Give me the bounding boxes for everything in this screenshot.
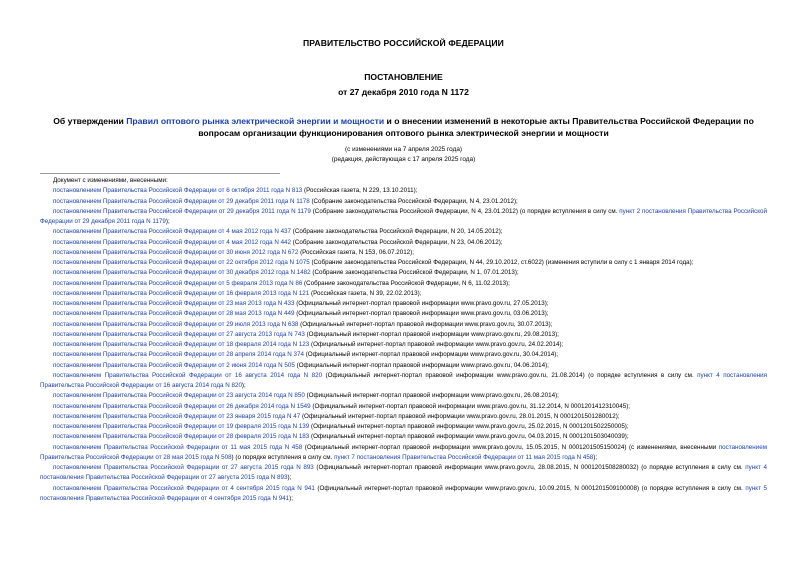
amendment-source-text: (Официальный интернет-портал правовой информации www.pravo.gov.ru, 28.08.2015, N 0001201508280032) (о порядке вступления в силу см. [313, 464, 746, 471]
amendment-source-text: ); [593, 453, 598, 461]
amendment-link[interactable]: постановлением Правительства Российской Федерации от 23 января 2015 года N 47 [53, 412, 301, 420]
amendment-item [40, 227, 767, 237]
amendment-link[interactable]: постановлением Правительства Российской Федерации от 30 декабря 2012 года N 1482 [53, 269, 311, 277]
amendment-link[interactable]: постановлением Правительства Российской Федерации от 23 августа 2014 года N 850 [53, 392, 305, 400]
amendment-link[interactable]: постановлением Правительства Российской Федерации от 27 августа 2015 года N 893 [53, 464, 314, 471]
amendment-source-text: (Официальный интернет-портал правовой информации www.pravo.gov.ru, 21.08.2014) (о порядке вступления в силу см. [322, 371, 698, 379]
amendment-item [40, 197, 767, 207]
title-suffix: и о внесении изменений в некоторые акты Правительства Российской Федерации по вопросам организации функционирования оптового рынка электрической энергии и мощности [198, 116, 754, 138]
document-date-number: от 27 декабря 2010 года N 1172 [338, 87, 469, 97]
amendment-item [40, 279, 767, 289]
government-heading: ПРАВИТЕЛЬСТВО РОССИЙСКОЙ ФЕДЕРАЦИИ [303, 38, 504, 48]
amendment-link[interactable]: постановлением Правительства Российской Федерации от 29 июля 2013 года N 638 [53, 320, 299, 328]
amendment-source-text: (Российская газета, N 229, 13.10.2011); [302, 187, 418, 195]
amendment-link[interactable]: пункт 5 постановления Правительства Российской Федерации от 4 сентября 2015 года N 941 [40, 484, 767, 502]
amendment-link[interactable]: пункт 7 постановления Правительства Российской Федерации от 11 мая 2015 года N 458 [334, 453, 594, 461]
amendment-item [40, 289, 767, 299]
edition-effective-note: (редакция, действующая с 17 апреля 2025 года) [331, 156, 476, 163]
document-title [40, 115, 767, 139]
amendment-item [40, 309, 767, 319]
amendment-item [40, 432, 767, 442]
amendment-source-text: (Собрание законодательства Российской Федерации, N 20, 14.05.2012); [291, 228, 503, 236]
amendment-item [40, 391, 767, 401]
amendment-link[interactable]: постановлением Правительства Российской Федерации от 28 мая 2013 года N 449 [53, 310, 295, 318]
amendment-source-text: (Собрание законодательства Российской Федерации, N 4, 23.01.2012) (о порядке вступления в силу см. [310, 207, 620, 215]
amendment-source-text: (Официальный интернет-портал правовой информации www.pravo.gov.ru, 31.12.2014, N 0001201412310045); [310, 402, 631, 410]
amendment-link[interactable]: постановлением Правительства Российской Федерации от 11 мая 2015 года N 458 [53, 443, 303, 451]
amendment-source-text: (Собрание законодательства Российской Федерации, N 6, 11.02.2013); [302, 279, 510, 287]
amendment-link[interactable]: постановлением Правительства Российской Федерации от 6 октября 2011 года N 813 [53, 187, 303, 195]
amendment-item [40, 371, 767, 392]
amendment-source-text: (Собрание законодательства Российской Федерации, N 23, 04.06.2012); [291, 238, 503, 246]
amendment-link[interactable]: постановлением Правительства Российской Федерации от 23 мая 2013 года N 433 [53, 300, 295, 307]
amendment-link[interactable]: постановлением Правительства Российской Федерации от 29 декабря 2011 года N 1178 [53, 197, 310, 205]
amendment-source-text: (Собрание законодательства Российской Федерации, N 44, 29.10.2012, ст.6022) (изменения вступили в силу с 1 января 2014 года); [309, 259, 694, 266]
amendment-source-text: (Официальный интернет-портал правовой информации www.pravo.gov.ru, 25.02.2015, N 0001201502250005); [309, 423, 629, 430]
amendment-link[interactable]: постановлением Правительства Российской Федерации от 30 июня 2012 года N 672 [53, 248, 299, 256]
amendment-link[interactable]: постановлением Правительства Российской Федерации от 16 августа 2014 года N 820 [53, 371, 323, 379]
amendment-link[interactable]: постановлением Правительства Российской Федерации от 27 августа 2013 года N 743 [53, 330, 305, 338]
amendment-source-text: (Официальный интернет-портал правовой информации www.pravo.gov.ru, 04.06.2014); [294, 361, 549, 369]
amendment-link[interactable]: постановлением Правительства Российской Федерации от 2 июня 2014 года N 505 [53, 361, 295, 369]
amendment-source-text: (Российская газета, N 39, 22.02.2013); [309, 289, 422, 297]
amendment-source-text: (Официальный интернет-портал правовой информации www.pravo.gov.ru, 30.04.2014); [303, 351, 559, 359]
amendment-link[interactable]: постановлением Правительства Российской Федерации от 5 февраля 2013 года N 86 [53, 279, 303, 287]
title-prefix: Об утверждении [53, 116, 127, 126]
amendment-link[interactable]: постановлением Правительства Российской Федерации от 16 февраля 2013 года N 121 [53, 289, 310, 297]
amendment-link[interactable]: постановлением Правительства Российской Федерации от 4 сентября 2015 года N 941 [53, 484, 315, 492]
amendment-source-text: (Российская газета, N 153, 06.07.2012); [298, 248, 414, 256]
amendment-source-text: ); [287, 474, 292, 482]
amendment-source-text: ); [289, 494, 293, 502]
amendment-source-text: (Официальный интернет-портал правовой информации www.pravo.gov.ru, 26.08.2014); [304, 392, 559, 400]
amendment-source-text: ); [241, 382, 246, 389]
amendments-items [40, 186, 767, 504]
amendment-link[interactable]: постановлением Правительства Российской Федерации от 28 февраля 2015 года N 183 [53, 433, 310, 441]
amendment-source-text: (Официальный интернет-портал правовой информации www.pravo.gov.ru, 10.09.2015, N 0001201509100008) (о порядке вступления в силу см. [314, 484, 746, 492]
amendment-link[interactable]: постановлением Правительства Российской Федерации от 28 апреля 2014 года N 374 [53, 351, 304, 359]
amendment-source-text: (Официальный интернет-портал правовой информации www.pravo.gov.ru, 28.01.2015, N 0001201501280012); [300, 412, 620, 420]
amendment-item [40, 299, 767, 309]
title-rules-link[interactable]: Правил оптового рынка электрической энергии и мощности [126, 116, 385, 126]
document-type-heading: ПОСТАНОВЛЕНИЕ [364, 72, 443, 82]
amendments-list [40, 176, 767, 504]
amendment-source-text: (Официальный интернет-портал правовой информации www.pravo.gov.ru, 15.05.2015, N 0001201505150024) (с изменениями, внесенными [302, 443, 719, 451]
edition-changes-note: (с изменениями на 7 апреля 2025 года) [345, 146, 462, 153]
amendment-item [40, 361, 767, 371]
amendment-source-text: (Официальный интернет-портал правовой информации www.pravo.gov.ru, 03.06.2013); [294, 310, 549, 318]
amendment-item [40, 422, 767, 432]
amendment-item [40, 186, 767, 196]
amendment-item [40, 443, 767, 464]
amendment-link[interactable]: пункт 2 постановления Правительства Российской Федерации от 29 декабря 2011 года N 1179 [40, 207, 767, 225]
amendment-item [40, 258, 767, 268]
amendment-link[interactable]: постановлением Правительства Российской Федерации от 26 декабря 2014 года N 1549 [53, 402, 311, 410]
amendment-source-text: ) (о порядке вступления в силу см. [231, 453, 335, 461]
amendment-source-text: (Официальный интернет-портал правовой информации www.pravo.gov.ru, 04.03.2015, N 0001201503040039); [309, 433, 629, 441]
amendment-item [40, 350, 767, 360]
amendment-link[interactable]: постановлением Правительства Российской Федерации от 19 февраля 2015 года N 139 [53, 423, 310, 430]
amendment-link[interactable]: постановлением Правительства Российской Федерации от 4 мая 2012 года N 437 [53, 228, 292, 236]
amendment-source-text: (Собрание законодательства Российской Федерации, N 1, 07.01.2013); [310, 269, 519, 277]
amendment-source-text: (Официальный интернет-портал правовой информации www.pravo.gov.ru, 30.07.2013); [298, 320, 553, 328]
amendment-item [40, 268, 767, 278]
amendment-link[interactable]: постановлением Правительства Российской Федерации от 22 октября 2012 года N 1075 [53, 259, 310, 266]
amendment-item [40, 238, 767, 248]
amendment-link[interactable]: постановлением Правительства Российской Федерации от 29 декабря 2011 года N 1179 [53, 207, 311, 215]
amendment-item [40, 340, 767, 350]
amendment-link[interactable]: постановлением Правительства Российской Федерации от 4 мая 2012 года N 442 [53, 238, 292, 246]
amendment-item [40, 484, 767, 505]
amendment-source-text: ); [165, 218, 170, 225]
amendment-link[interactable]: пункт 4 постановления Правительства Российской Федерации от 27 августа 2015 года N 893 [40, 464, 767, 482]
amendments-label: Документ с изменениями, внесенными: [53, 177, 168, 184]
amendment-item [40, 402, 767, 412]
amendment-source-text: (Официальный интернет-портал правовой информации www.pravo.gov.ru, 27.05.2013); [294, 300, 549, 307]
amendment-source-text: (Собрание законодательства Российской Федерации, N 4, 23.01.2012); [309, 197, 518, 205]
amendment-link[interactable]: постановлением Правительства Российской Федерации от 28 мая 2015 года N 508 [40, 443, 767, 461]
amendment-item [40, 207, 767, 228]
amendment-item [40, 412, 767, 422]
amendment-item [40, 248, 767, 258]
amendment-item [40, 320, 767, 330]
amendment-item [40, 330, 767, 340]
amendment-item [40, 463, 767, 484]
amendment-source-text: (Официальный интернет-портал правовой информации www.pravo.gov.ru, 24.02.2014); [309, 341, 564, 348]
amendment-link[interactable]: постановлением Правительства Российской Федерации от 18 февраля 2014 года N 123 [53, 341, 310, 348]
amendment-link[interactable]: пункт 4 постановления Правительства Российской Федерации от 16 августа 2014 года N 820 [40, 371, 767, 389]
amendment-source-text: (Официальный интернет-портал правовой информации www.pravo.gov.ru, 29.08.2013); [304, 330, 559, 338]
separator-line [40, 173, 280, 174]
